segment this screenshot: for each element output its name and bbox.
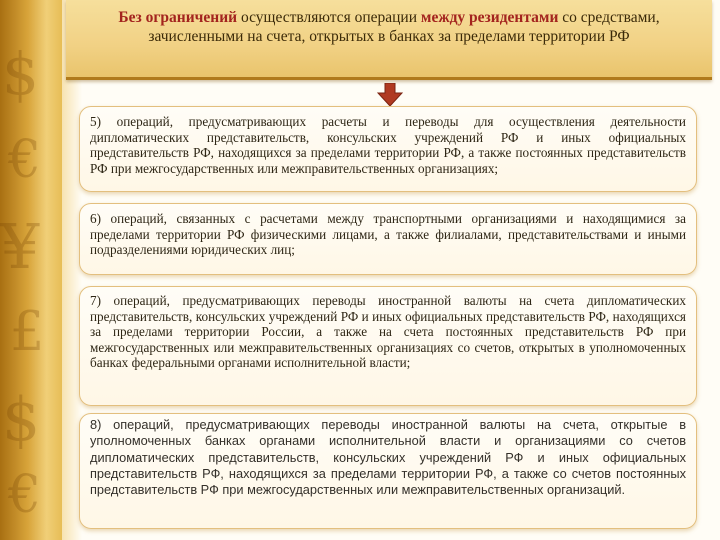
list-item xyxy=(79,203,697,275)
list-item xyxy=(79,286,697,406)
currency-symbol-icon: ¥ xyxy=(0,210,40,283)
title-text: осуществляются операции xyxy=(237,9,421,26)
currency-symbol-icon: € xyxy=(8,465,42,525)
item-text: 5) операций, предусматривающих расчеты и переводы для осуществления деятельности дипломатических представительств, консульских учреждений РФ и иных официальных представительств РФ, находящихся за пределами территории РФ, а также постоянных представительств РФ при межгосударственных или межправительственных организациях; xyxy=(90,114,686,176)
page-title xyxy=(66,0,712,80)
title-emphasis: между резидентами xyxy=(420,9,559,26)
arrow-down-icon xyxy=(377,83,403,107)
title-text: со средствами, зачисленными на счета, открытых в банках за пределами территории РФ xyxy=(148,9,660,45)
item-text: 7) операций, предусматривающих переводы иностранной валюты на счета дипломатических представительств, консульских учреждений РФ и иных официальных представительств РФ, находящихся за пределами территории России, а также на счета постоянных представительств РФ при межгосударственных или межправительственных организациях со счетов, открытых в уполномоченных банках федеральными органами исполнительной власти; xyxy=(90,293,686,371)
currency-symbol-icon: £ xyxy=(10,300,45,363)
list-item xyxy=(79,106,697,192)
currency-symbol-icon: $ xyxy=(2,40,39,108)
title-emphasis: Без ограничений xyxy=(118,9,238,26)
item-text: 8) операций, предусматривающих переводы иностранной валюты на счета, открытые в уполномоченных банках органами исполнительной власти и организациями со счетов дипломатических представительств, консульских учреждений РФ и иных официальных представительств РФ, находящихся за пределами территории РФ, а также со счетов постоянных представительств РФ при межгосударственных или межправительственных организаций. xyxy=(90,417,686,498)
decorative-currency-band xyxy=(0,0,62,540)
list-item xyxy=(79,413,697,529)
item-text: 6) операций, связанных с расчетами между транспортными организациями и находящимися за пределами территории РФ физическими лицами, а также филиалами, представительствами и иными подразделениями юридических лиц; xyxy=(90,211,686,258)
currency-symbol-icon: $ xyxy=(2,385,41,455)
currency-symbol-icon: € xyxy=(8,130,42,190)
